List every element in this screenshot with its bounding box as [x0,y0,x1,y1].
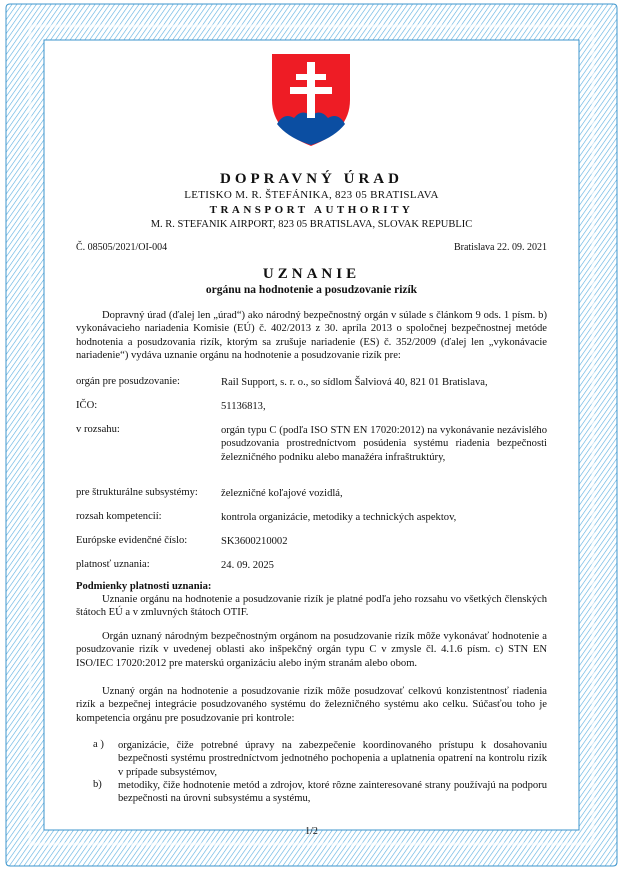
list-marker: a ) [93,739,104,750]
condition-paragraph: Orgán uznaný národným bezpečnostným orgánom na posudzovanie rizík môže vykonávať hodnotenie a posudzovanie rizík v uvedenej oblasti ako inšpekčný orgán typu C v zmysle čl. 4.1.6 písm. c) STN EN ISO/IEC 17020:2012 pre materskú organizáciu alebo iným stranám alebo obom. [76,631,547,669]
field-value-subsystems: železničné koľajové vozidlá, [221,488,343,499]
field-label-validity: platnosť uznania: [76,559,150,570]
field-value-validity: 24. 09. 2025 [221,560,274,571]
field-label-subsystems: pre štrukturálne subsystémy: [76,487,198,498]
field-label-ico: IČO: [76,400,98,411]
page-number: 1/2 [305,826,318,837]
field-value-competence: kontrola organizácie, metodiky a technických aspektov, [221,512,457,523]
page-subtitle: orgánu na hodnotenie a posudzovanie rizík [205,284,418,296]
list-item: metodiky, čiže hodnotenie metód a zdrojov, ktoré rôzne zainteresované strany používajú na podporu bezpečnosti na úrovni subsystému a systému, [118,780,547,805]
field-value-ico: 51136813, [221,401,266,412]
field-label-european-number: Európske evidenčné číslo: [76,535,188,546]
list-marker: b) [93,779,102,790]
address-sk: LETISKO M. R. ŠTEFÁNIKA, 823 05 BRATISLAVA [184,189,439,201]
field-label-scope: v rozsahu: [76,424,120,435]
page-title: UZNANIE [262,266,361,282]
field-label-assessor: orgán pre posudzovanie: [76,376,180,387]
conditions-heading: Podmienky platnosti uznania: [76,581,212,592]
reference-number: Č. 08505/2021/OI-004 [76,242,168,253]
slovak-coat-of-arms-icon [268,50,354,150]
field-label-competence: rozsah kompetencií: [76,511,162,522]
list-item: organizácie, čiže potrebné úpravy na zabezpečenie koordinovaného prístupu k dosahovaniu bezpečnosti systému prostredníctvom jednotného pochopenia a uplatnenia opatrení na kontrolu rizík v prípade subsystémov, [118,740,547,778]
issue-date: Bratislava 22. 09. 2021 [453,242,547,253]
field-value-assessor: Rail Support, s. r. o., so sídlom Šalviová 40, 821 01 Bratislava, [221,377,488,388]
intro-paragraph: Dopravný úrad (ďalej len „úrad“) ako národný bezpečnostný orgán v súlade s článkom 9 ods. 1 písm. b) vykonávacieho nariadenia Komisie (EÚ) č. 402/2013 z 30. apríla 2013 o spoločnej bezpečnostnej metóde hodnotenia a posudzovania rizík, ktorým sa zrušuje nariadenie (ES) č. 352/2009 (ďalej len „vykonávacie nariadenie“) vydáva uznanie orgánu na hodnotenie a posudzovanie rizík pre: [76,310,547,361]
org-name-sk: DOPRAVNÝ ÚRAD [220,171,403,187]
condition-paragraph: Uznanie orgánu na hodnotenie a posudzovanie rizík je platné podľa jeho rozsahu vo všetkých členských štátoch EÚ a v zmluvných štátoch OTIF. [76,594,547,619]
address-en: M. R. STEFANIK AIRPORT, 823 05 BRATISLAVA, SLOVAK REPUBLIC [150,219,473,230]
field-value-european-number: SK3600210002 [221,536,288,547]
condition-paragraph: Uznaný orgán na hodnotenie a posudzovanie rizík môže posudzovať celkovú konzistentnosť riadenia rizík a bezpečnej integrácie posudzovaného systému do železničného systému ako celku. Súčasťou toho je kompetencia orgánu pre posudzovanie pri kontrole: [76,686,547,724]
field-value-scope: orgán typu C (podľa ISO STN EN 17020:2012) na vykonávanie nezávislého posudzovania prostredníctvom posúdenia systému riadenia bezpečnosti železničného podniku alebo manažéra infraštruktúry, [221,425,547,463]
org-name-en: TRANSPORT AUTHORITY [209,204,414,216]
